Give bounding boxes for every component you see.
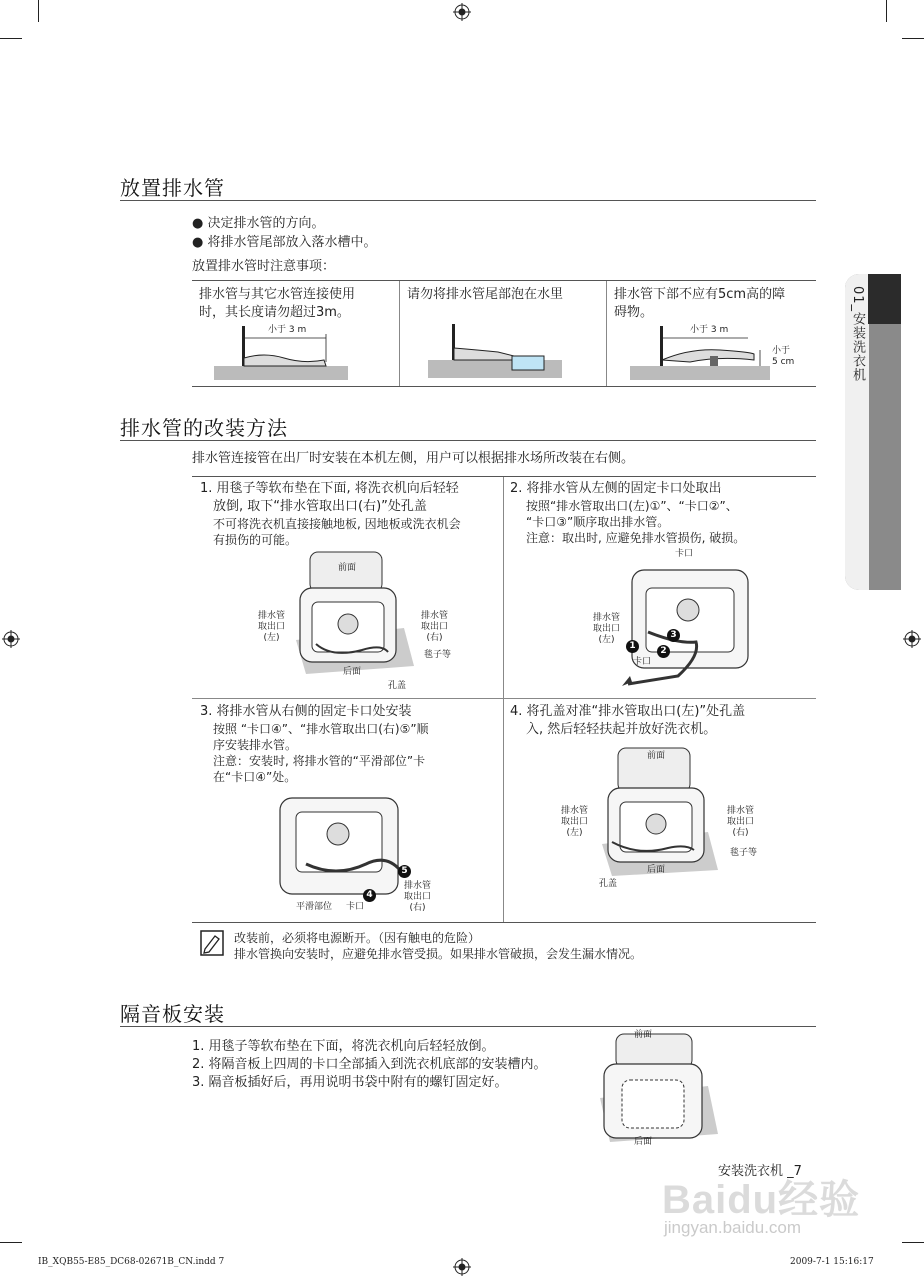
height-label: 小于 5 cm	[772, 346, 795, 367]
print-date: 2009-7-1 15:16:17	[790, 1257, 874, 1267]
label-front: 前面	[647, 751, 666, 761]
chapter-side-label: 01_安装洗衣机	[850, 286, 865, 383]
registration-mark-top	[453, 3, 471, 21]
grid-divider	[503, 477, 504, 922]
note-cell-2: 请勿将排水管尾部泡在水里	[407, 287, 564, 302]
section-divider	[120, 1026, 816, 1027]
print-file-name: IB_XQB55-E85_DC68-02671B_CN.indd 7	[38, 1257, 225, 1267]
bullet-item: ● 将排水管尾部放入落水槽中。	[192, 235, 377, 250]
step-marker-3: 3	[667, 629, 680, 642]
section-title-hose-modification: 排水管的改装方法	[120, 416, 288, 440]
panel-steps: 1. 用毯子等软布垫在下面，将洗衣机向后轻轻放倒。 2. 将隔音板上四周的卡口全部插入到洗衣机底部的安装槽内。 3. 隔音板插好后，再用说明书袋中附有的螺钉固定好。	[192, 1039, 547, 1090]
label-back: 后面	[647, 865, 666, 875]
table-rule-bottom	[192, 386, 816, 387]
label-drain-outlet-left: 排水管 取出口 (左)	[258, 611, 286, 643]
crop-mark	[0, 1242, 22, 1243]
washer-back-illustration-2	[618, 560, 758, 690]
note-icon	[200, 930, 224, 956]
registration-mark-bottom	[453, 1258, 471, 1276]
grid-rule-middle	[192, 698, 816, 699]
dimension-label: 小于 3 m	[268, 325, 307, 335]
step-4: 4. 将孔盖对准“排水管取出口(左)”处孔盖 入, 然后轻轻扶起并放好洗衣机。	[510, 704, 746, 737]
label-back: 后面	[634, 1137, 653, 1147]
label-drain-outlet-right: 排水管 取出口 (右)	[421, 611, 449, 643]
washer-bottom-illustration	[596, 1030, 720, 1148]
step-marker-5: 5	[398, 865, 411, 878]
note-cell-1: 排水管与其它水管连接使用 时，其长度请勿超过3m。	[199, 287, 356, 320]
step-marker-4: 4	[363, 889, 376, 902]
label-clip-bottom: 卡口	[633, 657, 652, 667]
table-divider	[606, 281, 607, 386]
washer-back-illustration-3	[276, 794, 406, 898]
crop-mark	[886, 0, 887, 22]
step-marker-2: 2	[657, 645, 670, 658]
grid-rule-top	[192, 476, 816, 477]
registration-mark-right	[903, 630, 921, 648]
dimension-label: 小于 3 m	[690, 325, 729, 335]
note-heading: 放置排水管时注意事项：	[192, 259, 336, 274]
section-divider	[120, 200, 816, 201]
section-divider	[120, 440, 816, 441]
chapter-side-tab-marker	[868, 274, 901, 324]
label-clip-top: 卡口	[675, 549, 694, 559]
section-intro: 排水管连接管在出厂时安装在本机左侧，用户可以根据排水场所改装在右侧。	[192, 451, 635, 466]
watermark-url: jingyan.baidu.com	[664, 1218, 802, 1237]
label-hole-cover: 孔盖	[599, 879, 618, 889]
step-1: 1. 用毯子等软布垫在下面, 将洗衣机向后轻轻 放倒, 取下“排水管取出口(右)”处孔盖 不可将洗衣机直接接触地板, 因地板或洗衣机会 有损伤的可能。	[200, 481, 461, 547]
label-drain-outlet-right: 排水管 取出口 (右)	[727, 806, 755, 838]
hose-water-illustration	[428, 320, 562, 378]
label-front: 前面	[634, 1030, 653, 1040]
step-2: 2. 将排水管从左侧的固定卡口处取出 按照“排水管取出口(左)①”、“卡口②”、 “卡口③”顺序取出排水管。 注意：取出时, 应避免排水管损伤, 破损。	[510, 481, 746, 545]
label-blanket: 毯子等	[730, 848, 758, 858]
label-clip: 卡口	[346, 902, 365, 912]
page-footer: 安装洗衣机 _7	[718, 1164, 802, 1179]
label-blanket: 毯子等	[424, 650, 452, 660]
washer-back-illustration-4	[598, 744, 722, 878]
crop-mark	[38, 0, 39, 22]
warning-text: 改装前，必须将电源断开。（因有触电的危险） 排水管换向安装时，应避免排水管受损。如果排水管破损，会发生漏水情况。	[234, 931, 643, 961]
note-cell-3: 排水管下部不应有5cm高的障 碍物。	[614, 287, 786, 320]
section-title-drain-hose: 放置排水管	[120, 176, 225, 200]
bullet-item: ● 决定排水管的方向。	[192, 216, 325, 231]
step-marker-1: 1	[626, 640, 639, 653]
table-rule-top	[192, 280, 816, 281]
crop-mark	[902, 1242, 924, 1243]
section-title-sound-panel: 隔音板安装	[120, 1002, 225, 1026]
crop-mark	[0, 38, 22, 39]
grid-rule-bottom	[192, 922, 816, 923]
step-3: 3. 将排水管从右侧的固定卡口处安装 按照 “卡口④”、“排水管取出口(右)⑤”顺 序安装排水管。 注意：安装时, 将排水管的“平滑部位”卡 在“卡口④”处。	[200, 704, 429, 784]
crop-mark	[902, 38, 924, 39]
label-front: 前面	[338, 563, 357, 573]
label-drain-outlet-left: 排水管 取出口 (左)	[593, 613, 621, 645]
label-smooth-part: 平滑部位	[296, 902, 333, 912]
watermark-brand: Baidu经验	[662, 1178, 861, 1222]
table-divider	[399, 281, 400, 386]
label-hole-cover: 孔盖	[388, 681, 407, 691]
registration-mark-left	[2, 630, 20, 648]
label-drain-outlet-left: 排水管 取出口 (左)	[561, 806, 589, 838]
label-back: 后面	[343, 667, 362, 677]
label-drain-outlet-right: 排水管 取出口 (右)	[404, 881, 432, 913]
